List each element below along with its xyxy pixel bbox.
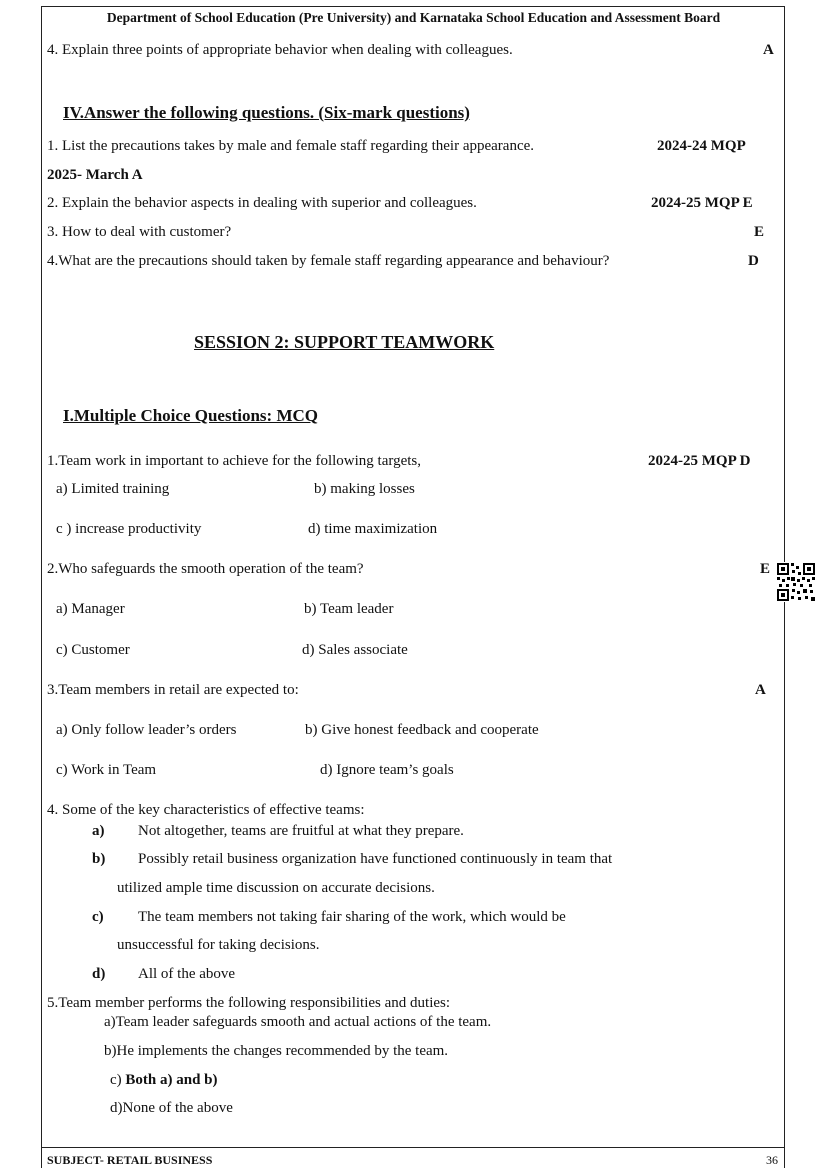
s4-question-2: 2. Explain the behavior aspects in dealing with superior and colleagues. — [47, 195, 477, 211]
page-number: 36 — [766, 1153, 778, 1167]
mcq-q4-option-b-line2: utilized ample time discussion on accurate decisions. — [117, 880, 435, 896]
mcq-q1-option-d: d) time maximization — [308, 521, 438, 537]
s4-question-2-ref: 2024-25 MQP E — [651, 195, 753, 211]
s4-question-4-answer: D — [748, 253, 759, 269]
mcq-question-5: 5.Team member performs the following responsibilities and duties: — [47, 995, 451, 1011]
mcq-q4-option-d: All of the above — [138, 966, 236, 982]
mcq-question-2-answer: E — [760, 561, 771, 577]
mcq-q3-option-c: c) Work in Team — [56, 762, 157, 778]
mcq-q1-option-c: c ) increase productivity — [56, 521, 202, 537]
mcq-q4-option-c-line2: unsuccessful for taking decisions. — [117, 937, 320, 953]
s4-question-3: 3. How to deal with customer? — [47, 224, 232, 240]
mcq-q4-option-d-label: d) — [92, 966, 106, 982]
mcq-q4-option-c-label: c) — [92, 909, 104, 925]
mcq-q5-option-a: a)Team leader safeguards smooth and actual actions of the team. — [104, 1014, 492, 1030]
footer-subject: SUBJECT- RETAIL BUSINESS — [47, 1153, 213, 1167]
s4-question-3-answer: E — [754, 224, 765, 240]
s4-question-4: 4.What are the precautions should taken by female staff regarding appearance and behaviour? — [47, 253, 610, 269]
prev-question-4: 4. Explain three points of appropriate behavior when dealing with colleagues. — [47, 42, 513, 58]
mcq-q2-option-c: c) Customer — [56, 642, 130, 658]
s4-question-1-ref2: 2025- March A — [47, 167, 143, 183]
qr-code-icon — [776, 562, 816, 602]
mcq-q4-option-c-line1: The team members not taking fair sharing of the work, which would be — [138, 909, 566, 925]
mcq-question-2: 2.Who safeguards the smooth operation of the team? — [47, 561, 364, 577]
mcq-q1-option-a: a) Limited training — [56, 481, 170, 497]
mcq-title: I.Multiple Choice Questions: MCQ — [63, 406, 318, 425]
mcq-q5-option-d: d)None of the above — [110, 1100, 233, 1116]
mcq-question-1: 1.Team work in important to achieve for the following targets, — [47, 453, 421, 469]
mcq-q1-option-b: b) making losses — [314, 481, 415, 497]
section-4-title: IV.Answer the following questions. (Six-mark questions) — [63, 103, 470, 122]
s4-question-1: 1. List the precautions takes by male and female staff regarding their appearance. — [47, 138, 535, 154]
mcq-q3-option-d: d) Ignore team’s goals — [320, 762, 454, 778]
mcq-q5-option-b: b)He implements the changes recommended by the team. — [104, 1043, 449, 1059]
footer-divider — [41, 1147, 785, 1148]
mcq-q4-option-a-label: a) — [92, 823, 105, 839]
mcq-q4-option-b-line1: Possibly retail business organization have functioned continuously in team that — [138, 851, 613, 867]
s4-question-1-ref: 2024-24 MQP — [657, 138, 746, 154]
mcq-q4-option-b-label: b) — [92, 851, 106, 867]
page-header: Department of School Education (Pre University) and Karnataka School Education and Assessment Board — [106, 10, 721, 25]
mcq-q3-option-a: a) Only follow leader’s orders — [56, 722, 237, 738]
mcq-q2-option-b: b) Team leader — [304, 601, 394, 617]
mcq-q5-option-c-text: Both a) and b) — [125, 1072, 218, 1088]
mcq-question-4: 4. Some of the key characteristics of effective teams: — [47, 802, 365, 818]
mcq-q2-option-a: a) Manager — [56, 601, 125, 617]
mcq-question-3-answer: A — [755, 682, 766, 698]
mcq-question-3: 3.Team members in retail are expected to: — [47, 682, 299, 698]
prev-question-4-answer: A — [763, 42, 774, 58]
mcq-question-1-ref: 2024-25 MQP D — [648, 453, 751, 469]
mcq-q5-option-c — [110, 1071, 218, 1089]
mcq-q4-option-a: Not altogether, teams are fruitful at what they prepare. — [138, 823, 464, 839]
mcq-q5-option-c-prefix: c) — [110, 1072, 122, 1088]
mcq-q2-option-d: d) Sales associate — [302, 642, 408, 658]
session-title: SESSION 2: SUPPORT TEAMWORK — [194, 332, 495, 352]
mcq-q3-option-b: b) Give honest feedback and cooperate — [305, 722, 539, 738]
